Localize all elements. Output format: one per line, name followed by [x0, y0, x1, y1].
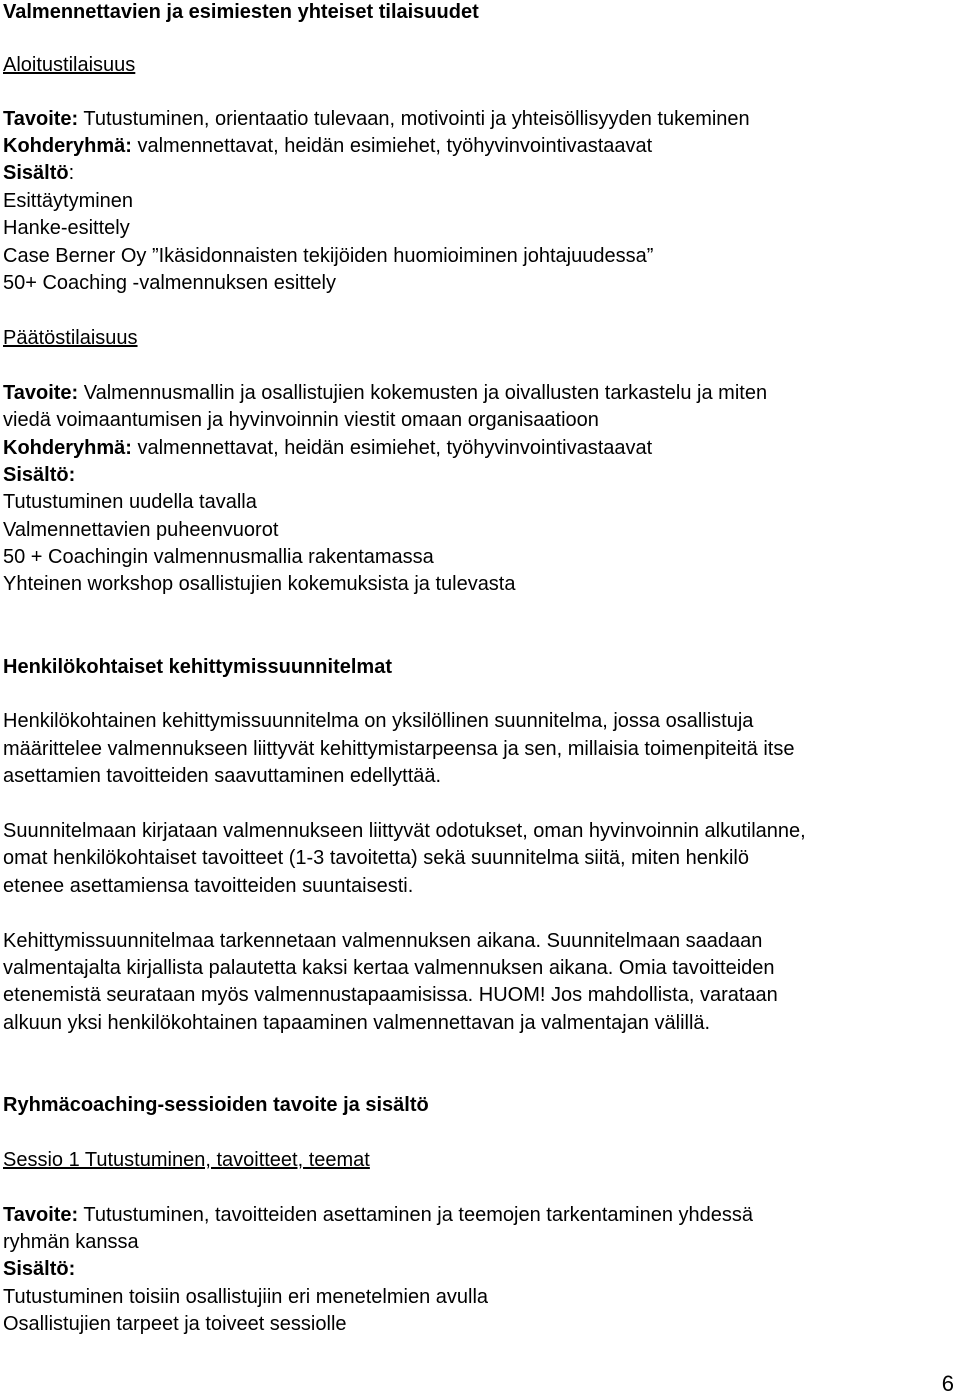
session-content-label: Sisältö: — [3, 1258, 76, 1280]
target-text: valmennettavat, heidän esimiehet, työhyvinvointivastaavat — [131, 135, 653, 157]
list-item: Valmennettavien puheenvuorot — [3, 519, 279, 541]
paragraph-line: Suunnitelmaan kirjataan valmennukseen liittyvät odotukset, oman hyvinvoinnin alkutilanne, — [3, 820, 806, 842]
paragraph-line: määrittelee valmennukseen liittyvät kehittymistarpeensa ja sen, millaisia toimenpiteitä itse — [3, 738, 795, 760]
content-colon: : — [68, 162, 75, 184]
section-title-group-coaching: Ryhmäcoaching-sessioiden tavoite ja sisältö — [3, 1094, 429, 1116]
goal-label: Tavoite: — [3, 1204, 79, 1226]
goal-text: Valmennusmallin ja osallistujien kokemusten ja oivallusten tarkastelu ja miten — [78, 382, 768, 404]
content-label: Sisältö — [3, 162, 69, 184]
paragraph-line: etenemistä seurataan myös valmennustapaamisissa. HUOM! Jos mahdollista, varataan — [3, 984, 778, 1006]
target-label: Kohderyhmä: — [3, 437, 132, 459]
heading-session-1: Sessio 1 Tutustuminen, tavoitteet, teemat — [3, 1149, 370, 1171]
goal-text: Tutustuminen, tavoitteiden asettaminen ja teemojen tarkentaminen yhdessä — [78, 1204, 754, 1226]
paragraph-line: Henkilökohtainen kehittymissuunnitelma on yksilöllinen suunnitelma, jossa osallistuja — [3, 710, 754, 732]
opening-content-label — [3, 161, 74, 185]
list-item: 50+ Coaching -valmennuksen esittely — [3, 272, 336, 294]
section-title-joint-events: Valmennettavien ja esimiesten yhteiset tilaisuudet — [3, 1, 479, 23]
goal-label: Tavoite: — [3, 108, 79, 130]
paragraph-line: etenee asettamiensa tavoitteiden suuntaisesti. — [3, 875, 414, 897]
heading-opening-event: Aloitustilaisuus — [3, 54, 136, 76]
list-item: Yhteinen workshop osallistujien kokemuksista ja tulevasta — [3, 573, 516, 595]
opening-goal — [3, 107, 750, 131]
list-item: Hanke-esittely — [3, 217, 130, 239]
list-item: 50 + Coachingin valmennusmallia rakentamassa — [3, 546, 434, 568]
closing-goal-cont: viedä voimaantumisen ja hyvinvoinnin viestit omaan organisaatioon — [3, 409, 599, 431]
session-goal-cont: ryhmän kanssa — [3, 1231, 139, 1253]
goal-text: Tutustuminen, orientaatio tulevaan, motivointi ja yhteisöllisyyden tukeminen — [78, 108, 750, 130]
list-item: Osallistujien tarpeet ja toiveet sessiolle — [3, 1313, 347, 1335]
section-title-development-plans: Henkilökohtaiset kehittymissuunnitelmat — [3, 656, 392, 678]
paragraph-line: valmentajalta kirjallista palautetta kaksi kertaa valmennuksen aikana. Omia tavoitteiden — [3, 957, 775, 979]
list-item: Esittäytyminen — [3, 190, 134, 212]
heading-closing-event: Päätöstilaisuus — [3, 327, 138, 349]
target-label: Kohderyhmä: — [3, 135, 132, 157]
target-text: valmennettavat, heidän esimiehet, työhyvinvointivastaavat — [131, 437, 653, 459]
page-number: 6 — [941, 1371, 954, 1396]
goal-label: Tavoite: — [3, 382, 79, 404]
paragraph-line: Kehittymissuunnitelmaa tarkennetaan valmennuksen aikana. Suunnitelmaan saadaan — [3, 930, 763, 952]
closing-content-label: Sisältö: — [3, 464, 76, 486]
paragraph-line: alkuun yksi henkilökohtainen tapaaminen valmennettavan ja valmentajan välillä. — [3, 1012, 711, 1034]
list-item: Tutustuminen uudella tavalla — [3, 491, 257, 513]
list-item: Tutustuminen toisiin osallistujiin eri menetelmien avulla — [3, 1286, 489, 1308]
closing-target-group — [3, 436, 652, 460]
session-goal — [3, 1203, 753, 1227]
paragraph-line: omat henkilökohtaiset tavoitteet (1-3 tavoitetta) sekä suunnitelma siitä, miten henkilö — [3, 847, 749, 869]
list-item: Case Berner Oy ”Ikäsidonnaisten tekijöiden huomioiminen johtajuudessa” — [3, 245, 654, 267]
closing-goal — [3, 381, 767, 405]
paragraph-line: asettamien tavoitteiden saavuttaminen edellyttää. — [3, 765, 442, 787]
opening-target-group — [3, 134, 652, 158]
